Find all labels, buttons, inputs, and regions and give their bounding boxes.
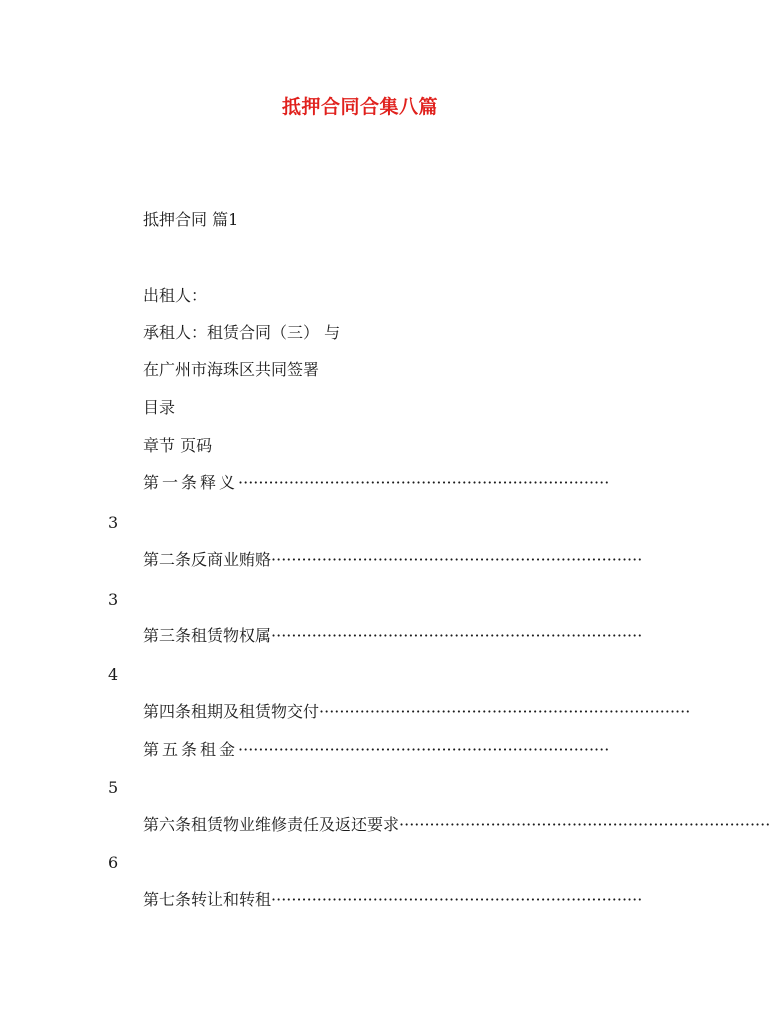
toc-leader-dots: ········································································· bbox=[271, 626, 643, 645]
toc-entry bbox=[143, 890, 643, 910]
signing-line: 在广州市海珠区共同签署 bbox=[143, 360, 320, 379]
toc-leader-dots: ········································································· bbox=[319, 702, 691, 721]
toc-leader-dots: ········································································· bbox=[271, 550, 643, 569]
document-title: 抵押合同合集八篇 bbox=[281, 96, 438, 118]
toc-page-number: 5 bbox=[108, 778, 119, 797]
toc-leader-dots: ········································································· bbox=[238, 740, 610, 759]
toc-page-number: 6 bbox=[108, 853, 119, 872]
section-heading: 抵押合同 篇1 bbox=[143, 210, 239, 229]
toc-entry-label: 第四条租期及租赁物交付 bbox=[143, 702, 320, 721]
toc-entry bbox=[143, 473, 613, 493]
toc-entry-label: 第五条租金 bbox=[143, 740, 239, 759]
toc-entry-label: 第六条租赁物业维修责任及返还要求 bbox=[143, 815, 400, 834]
toc-entry-label: 第二条反商业贿赂 bbox=[143, 550, 272, 569]
toc-entry-label: 第三条租赁物权属 bbox=[143, 626, 272, 645]
toc-entry bbox=[143, 702, 691, 722]
toc-page-number: 3 bbox=[108, 513, 119, 532]
toc-leader-dots: ········································································· bbox=[271, 890, 643, 909]
toc-leader-dots: ········································································· bbox=[399, 815, 770, 834]
lessee-line: 承租人：租赁合同（三） 与 bbox=[143, 323, 341, 342]
lessor-line: 出租人： bbox=[143, 286, 208, 305]
toc-entry bbox=[143, 626, 643, 646]
contents-columns: 章节 页码 bbox=[143, 436, 213, 455]
toc-entry bbox=[143, 815, 770, 835]
contents-heading: 目录 bbox=[143, 398, 176, 417]
toc-entry-label: 第七条转让和转租 bbox=[143, 890, 272, 909]
toc-page-number: 4 bbox=[108, 665, 119, 684]
toc-entry bbox=[143, 550, 643, 570]
toc-leader-dots: ········································································· bbox=[238, 473, 610, 492]
toc-entry-label: 第一条释义 bbox=[143, 473, 239, 492]
toc-entry bbox=[143, 740, 613, 760]
toc-page-number: 3 bbox=[108, 590, 119, 609]
